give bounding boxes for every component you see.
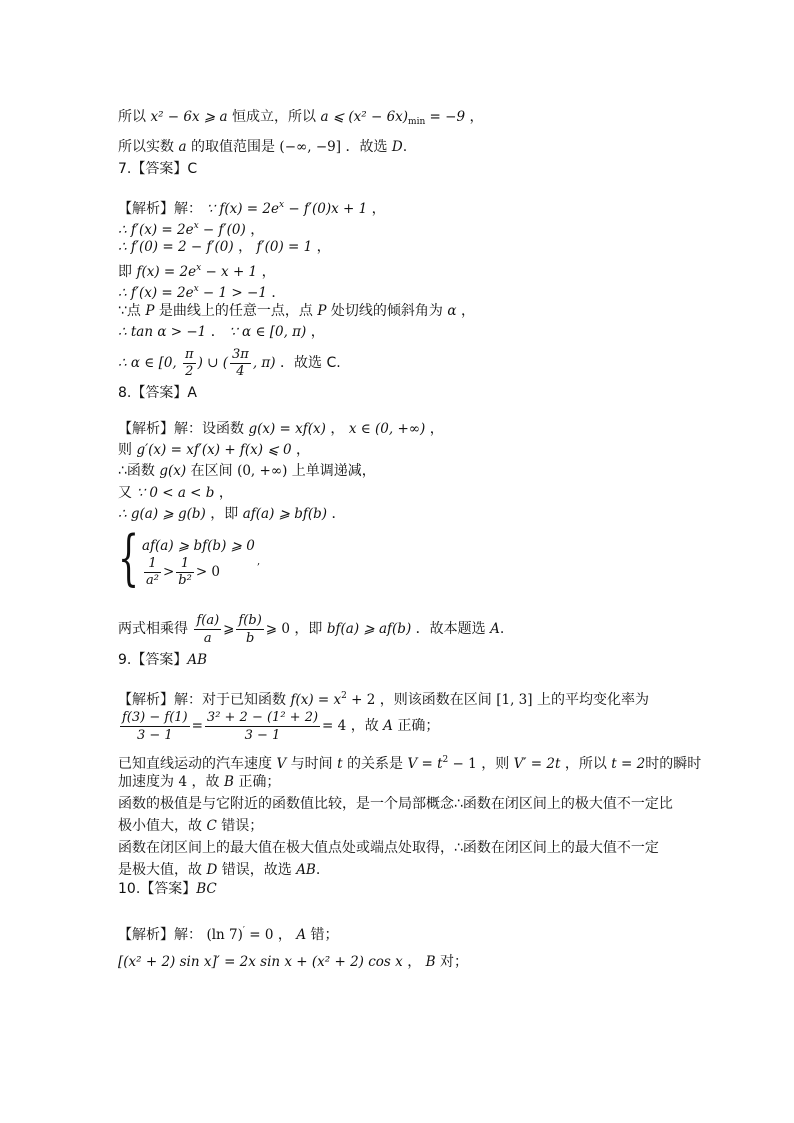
text: 所以	[118, 109, 146, 125]
math: =	[191, 718, 203, 734]
superscript: x	[193, 221, 199, 231]
math: A	[490, 621, 500, 637]
q7-line-2	[118, 217, 264, 239]
q7-line-5	[118, 280, 285, 302]
math: − x + 1	[201, 264, 258, 280]
denominator: b	[245, 630, 255, 646]
text: ．	[331, 506, 346, 522]
text: 已知直线运动的汽车速度	[118, 756, 272, 772]
numerator: 3² + 2 − (1² + 2)	[206, 709, 319, 725]
math: af(a) ⩾ bf(b)	[242, 506, 328, 522]
q9-line-3	[118, 751, 701, 773]
text: 对；	[440, 954, 469, 970]
math: α	[447, 303, 457, 319]
math: ∴ tan α > −1	[118, 324, 207, 340]
answer-value: BC	[196, 881, 217, 897]
math: ∵ f(x) = 2e	[206, 201, 279, 217]
text: ，	[250, 222, 265, 238]
inequality-system	[118, 523, 288, 593]
analysis-label: 【解析】解：对于已知函数	[118, 692, 286, 708]
q9-line-5: 函数的极值是与它附近的函数值比较，是一个局部概念∴函数在闭区间上的极大值不一定比	[118, 796, 673, 812]
line-range-answer	[118, 138, 407, 156]
text: 正确；	[397, 718, 440, 734]
text: 时的瞬时	[645, 756, 702, 772]
math: P	[317, 303, 327, 319]
math: (ln 7)	[206, 927, 243, 943]
math: g′(x) = xf′(x) + f(x) ⩽ 0	[136, 442, 292, 458]
q8-answer-heading: 8.【答案】A	[118, 385, 197, 401]
superscript: x	[193, 284, 199, 294]
system-row-1: af(a) ⩾ bf(b) ⩾ 0	[142, 538, 255, 554]
math: P	[145, 303, 155, 319]
text: ，	[218, 485, 233, 501]
text: 则	[118, 442, 132, 458]
text: 极小值大，故	[118, 818, 202, 834]
q7-line-8	[118, 344, 341, 382]
math: AB	[296, 862, 316, 878]
q9-line-1	[118, 687, 649, 709]
analysis-label: 【解析】解：	[118, 201, 202, 217]
q8-line-3	[118, 462, 376, 480]
math: ∴ α ∈ [0,	[118, 355, 182, 371]
math: g(x) = xf(x)	[248, 421, 326, 437]
math: − f′(0)x + 1	[284, 201, 368, 217]
text: 上的平均变化率为	[536, 692, 649, 708]
text: ，	[469, 109, 484, 125]
math: − 1 > −1	[198, 285, 267, 301]
text: 错误；	[221, 818, 264, 834]
comma: ,	[257, 556, 261, 567]
math: [1, 3]	[496, 692, 533, 708]
math: ) ∪ (	[197, 355, 228, 371]
q9-line-2	[118, 707, 439, 745]
math: C	[206, 818, 217, 834]
math: ∵ α ∈ [0, π)	[229, 324, 307, 340]
math: ∴ g(a) ⩾ g(b)	[118, 506, 206, 522]
math: − 1	[448, 756, 477, 772]
math: f(x) = x	[290, 692, 342, 708]
math: x ∈ (0, +∞)	[348, 421, 426, 437]
numerator: π	[185, 346, 194, 362]
question-number: 9.	[118, 652, 132, 668]
numerator: 1	[176, 556, 194, 573]
math: f(x) = 2e	[136, 264, 197, 280]
q10-line-1	[118, 922, 339, 944]
text: 即	[118, 264, 132, 280]
text: ，	[407, 954, 422, 970]
fraction-1-over-b2	[176, 556, 194, 589]
text: ，	[460, 303, 475, 319]
text: ，	[429, 421, 444, 437]
math: V = t	[407, 756, 443, 772]
q8-line-2	[118, 441, 310, 459]
denominator: 3 − 1	[244, 727, 281, 743]
math: ∴ f′(x) = 2e	[118, 222, 194, 238]
q9-line-7: 函数在闭区间上的最大值在极大值点处或端点处取得，∴函数在闭区间上的最大值不一定	[118, 840, 659, 856]
math: (−∞, −9]	[279, 139, 341, 155]
fraction-fb-over-b	[236, 612, 263, 647]
math: B	[425, 954, 436, 970]
text: ，	[330, 421, 345, 437]
q9-line-4	[118, 773, 280, 791]
text: 又	[118, 485, 132, 501]
fraction-computed	[205, 709, 320, 744]
math: ∴ f′(x) = 2e	[118, 285, 194, 301]
math: + 2	[346, 692, 376, 708]
text: 正确；	[238, 774, 281, 790]
text: 的关系是	[347, 756, 403, 772]
text: ．	[210, 324, 225, 340]
text: 与时间	[290, 756, 333, 772]
math: a	[178, 139, 187, 155]
q7-line-3	[118, 238, 331, 256]
text: ，所以	[564, 756, 607, 772]
math: = −9	[425, 109, 466, 125]
text: 上单调递减，	[291, 463, 376, 479]
math: >	[162, 564, 175, 580]
math: − f′(0)	[198, 222, 246, 238]
subscript: min	[408, 117, 426, 127]
math: ∴ f′(0) = 2 − f′(0)	[118, 239, 234, 255]
q7-line-4	[118, 259, 276, 281]
analysis-label: 【解析】解：	[118, 927, 202, 943]
math: ⩾ 0	[265, 621, 290, 637]
text: ，则	[481, 756, 510, 772]
q9-line-8	[118, 861, 320, 879]
text: ，	[277, 927, 292, 943]
text: ．故选 C.	[280, 355, 341, 371]
math: D	[206, 862, 218, 878]
fraction-average-rate	[120, 709, 190, 744]
math: B	[223, 774, 234, 790]
math: bf(a) ⩾ af(b)	[326, 621, 412, 637]
text: ，	[371, 201, 386, 217]
q10-line-2	[118, 953, 468, 971]
q8-line-6	[118, 610, 504, 648]
text: 加速度为	[118, 774, 174, 790]
answer-value: AB	[187, 652, 208, 668]
math: ∵ 0 < a < b	[136, 485, 215, 501]
q9-answer-heading	[118, 651, 207, 669]
math: V′ = 2t	[513, 756, 561, 772]
math: > 0	[195, 564, 221, 580]
q8-line-5	[118, 505, 346, 523]
math: = 0	[244, 927, 274, 943]
numerator: 1	[144, 556, 161, 573]
text: 错误，故选	[221, 862, 292, 878]
q7-line-1	[118, 196, 386, 218]
text: .	[499, 621, 505, 637]
math: A	[296, 927, 307, 943]
math: = 4	[322, 718, 347, 734]
q8-line-4	[118, 484, 233, 502]
text: 在区间	[190, 463, 233, 479]
text: 是曲线上的任意一点，点	[158, 303, 313, 319]
numerator: f(3) − f(1)	[122, 709, 188, 725]
answer-label: 【答案】	[140, 881, 197, 897]
text: ，	[310, 324, 325, 340]
math: a ⩽ (x² − 6x)	[320, 109, 409, 125]
text: ，故	[191, 774, 220, 790]
text: ，	[261, 264, 276, 280]
system-row-2	[142, 556, 220, 589]
text: ∴函数	[118, 463, 155, 479]
text: ，	[238, 239, 253, 255]
text: 所以实数	[118, 139, 174, 155]
fraction-1-over-a2	[144, 556, 161, 589]
text: 的取值范围是	[190, 139, 275, 155]
fraction-pi-over-2	[183, 347, 196, 380]
denominator: 3 − 1	[136, 727, 173, 743]
superscript: 2	[442, 755, 449, 765]
math: 4	[178, 774, 188, 790]
denominator: 4	[236, 363, 245, 379]
math: t	[337, 756, 343, 772]
text: ．故本题选	[415, 621, 486, 637]
math: V	[276, 756, 287, 772]
text: .	[402, 139, 408, 155]
q7-line-7	[118, 323, 325, 341]
math: (0, +∞)	[237, 463, 288, 479]
math: ⩾	[223, 621, 235, 637]
fraction-fa-over-a	[194, 612, 221, 647]
fraction-3pi-over-4	[230, 347, 251, 380]
answer-label: 【答案】	[131, 652, 188, 668]
math: g(x)	[159, 463, 187, 479]
math: [(x² + 2) sin x]′ = 2x sin x + (x² + 2) cos x	[118, 954, 403, 970]
math: t = 2	[611, 756, 646, 772]
text: 两式相乘得	[118, 621, 188, 637]
superscript: ′	[242, 926, 245, 936]
left-brace: {	[118, 523, 140, 593]
math: A	[383, 718, 393, 734]
q10-answer-heading	[118, 880, 217, 898]
math: , π)	[252, 355, 276, 371]
text: ，	[316, 239, 331, 255]
text: ，即	[294, 621, 323, 637]
denominator: b²	[178, 573, 192, 588]
text: 处切线的倾斜角为	[330, 303, 443, 319]
numerator: f(b)	[238, 612, 262, 628]
q9-line-6	[118, 817, 263, 835]
math: f′(0) = 1	[256, 239, 313, 255]
q7-line-6	[118, 302, 475, 320]
q7-answer-heading: 7.【答案】C	[118, 161, 198, 177]
numerator: f(a)	[196, 612, 220, 628]
denominator: a²	[146, 573, 159, 588]
text: ．故选	[345, 139, 388, 155]
denominator: 2	[185, 363, 194, 379]
math: x² − 6x ⩾ a	[150, 109, 228, 125]
analysis-label: 【解析】解：设函数	[118, 421, 244, 437]
superscript: 2	[341, 691, 347, 701]
line-condition-holds	[118, 108, 484, 131]
text: 恒成立，所以	[231, 109, 316, 125]
denominator: a	[203, 630, 212, 646]
superscript: x	[278, 200, 285, 210]
numerator: 3π	[232, 346, 249, 362]
text: ．	[271, 285, 286, 301]
text: ，故	[350, 718, 379, 734]
text: ，即	[210, 506, 239, 522]
text: ，则该函数在区间	[379, 692, 492, 708]
question-number: 10.	[118, 881, 141, 897]
superscript: x	[196, 263, 202, 273]
text: ∵点	[118, 303, 141, 319]
text: 错；	[310, 927, 339, 943]
text: 是极大值，故	[118, 862, 202, 878]
text: .	[315, 862, 321, 878]
text: ，	[296, 442, 310, 458]
q8-line-1	[118, 420, 444, 438]
math: D	[391, 139, 403, 155]
